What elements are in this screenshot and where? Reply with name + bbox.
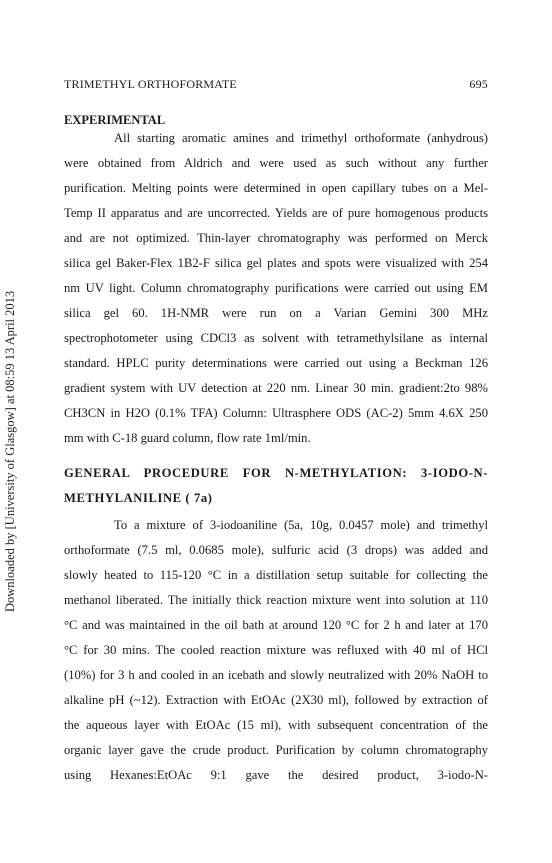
heading-line: GENERAL PROCEDURE FOR N-METHYLATION: 3-IODO-N- [64, 466, 488, 480]
text-line: Temp II apparatus and are uncorrected. Yields are of pure homogenous products [64, 206, 488, 220]
text-line: orthoformate (7.5 ml, 0.0685 mole), sulfuric acid (3 drops) was added and [64, 543, 488, 557]
page-number: 695 [469, 77, 488, 91]
heading-line: METHYLANILINE ( 7a) [64, 491, 213, 505]
download-watermark: Downloaded by [University of Glasgow] at 08:59 13 April 2013 [3, 290, 17, 612]
text-line: alkaline pH (~12). Extraction with EtOAc (2X30 ml), followed by extraction of [64, 693, 488, 707]
text-line: the aqueous layer with EtOAc (15 ml), with subsequent concentration of the [64, 718, 488, 732]
running-title: TRIMETHYL ORTHOFORMATE [64, 77, 237, 91]
text-line: purification. Melting points were determined in open capillary tubes on a Mel- [64, 181, 488, 195]
experimental-paragraph [64, 126, 488, 451]
text-line: standard. HPLC purity determinations were carried out using a Beckman 126 [64, 356, 488, 370]
text-line: slowly heated to 115-120 °C in a distillation setup suitable for collecting the [64, 568, 488, 582]
text-line: gradient system with UV detection at 220 nm. Linear 30 min. gradient:2to 98% [64, 381, 488, 395]
text-line: All starting aromatic amines and trimethyl orthoformate (anhydrous) [114, 131, 488, 145]
text-line: spectrophotometer using CDCl3 as solvent with tetramethylsilane as internal [64, 331, 488, 345]
text-line: °C for 30 mins. The cooled reaction mixture was refluxed with 40 ml of HCl [64, 643, 488, 657]
text-line: were obtained from Aldrich and were used as such without any further [64, 156, 488, 170]
text-line: (10%) for 3 h and cooled in an icebath and slowly neutralized with 20% NaOH to [64, 668, 488, 682]
procedure-paragraph [64, 513, 488, 788]
text-line: To a mixture of 3-iodoaniline (5a, 10g, 0.0457 mole) and trimethyl [114, 518, 488, 532]
text-line: using Hexanes:EtOAc 9:1 gave the desired product, 3-iodo-N- [64, 768, 488, 782]
procedure-heading [64, 461, 488, 511]
text-line: CH3CN in H2O (0.1% TFA) Column: Ultrasphere ODS (AC-2) 5mm 4.6X 250 [64, 406, 488, 420]
text-line: silica gel 60. 1H-NMR were run on a Varian Gemini 300 MHz [64, 306, 488, 320]
text-line: and are not optimized. Thin-layer chromatography was performed on Merck [64, 231, 488, 245]
running-header [64, 77, 488, 92]
text-line: mm with C-18 guard column, flow rate 1ml/min. [64, 431, 311, 445]
text-line: organic layer gave the crude product. Purification by column chromatography [64, 743, 488, 757]
text-line: °C and was maintained in the oil bath at around 120 °C for 2 h and later at 170 [64, 618, 488, 632]
text-line: silica gel Baker-Flex 1B2-F silica gel plates and spots were visualized with 254 [64, 256, 488, 270]
text-line: nm UV light. Column chromatography purifications were carried out using EM [64, 281, 488, 295]
experimental-heading: EXPERIMENTAL [64, 113, 166, 127]
text-line: methanol liberated. The initially thick reaction mixture went into solution at 110 [64, 593, 488, 607]
